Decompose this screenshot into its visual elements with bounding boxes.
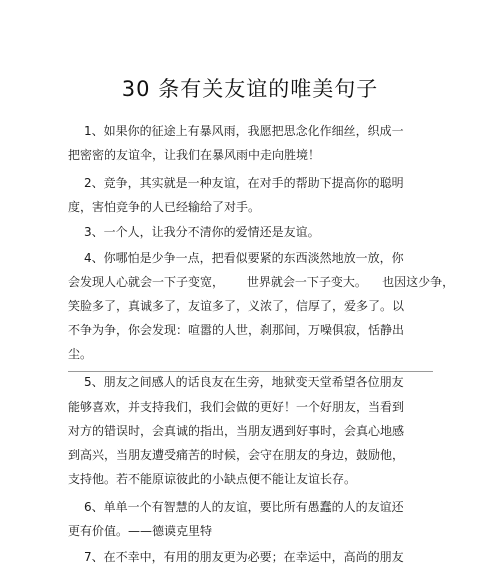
document-title: 30 条有关友谊的唯美句子 xyxy=(121,77,379,101)
paragraph-4-line-5: 尘。 xyxy=(68,347,93,361)
paragraph-5-line-1: 5、朋友之间感人的话良友在生旁，地狱变天堂希望各位朋友 xyxy=(84,375,404,389)
section-divider xyxy=(68,371,433,372)
paragraph-5-line-2: 能够喜欢，并支持我们，我们会做的更好！一个好朋友，当看到 xyxy=(68,400,405,414)
paragraph-4-line-2: 会发现人心就会一下子变宽， 世界就会一下子变大。 也因这少争， xyxy=(68,275,455,289)
paragraph-5-line-3: 对方的错误时，会真诚的指出，当朋友遇到好事时，会真心地感 xyxy=(68,424,405,438)
paragraph-4-line-4: 不争为争，你会发现：喧嚣的人世，刹那间，万噪俱寂，恬静出 xyxy=(68,323,405,337)
paragraph-6-line-2: 更有价值。——德谟克里特 xyxy=(68,524,213,538)
paragraph-1-line-1: 1、如果你的征途上有暴风雨，我愿把思念化作细丝，织成一 xyxy=(84,124,404,138)
paragraph-2-line-2: 度，害怕竞争的人已经输给了对手。 xyxy=(68,200,261,214)
paragraph-2-line-1: 2、竞争，其实就是一种友谊，在对手的帮助下提高你的聪明 xyxy=(84,176,404,190)
paragraph-4-line-3: 笑脸多了，真诚多了，友谊多了，义浓了，信厚了，爱多了。以 xyxy=(68,299,405,313)
paragraph-5-line-5: 支持他。若不能原谅彼此的小缺点便不能让友谊长存。 xyxy=(68,472,357,486)
paragraph-5-line-4: 到高兴，当朋友遭受痛苦的时候，会守在朋友的身边，鼓励他， xyxy=(68,448,405,462)
paragraph-1-line-2: 把密密的友谊伞，让我们在暴风雨中走向胜境！ xyxy=(68,148,321,162)
paragraph-6-line-1: 6、单单一个有智慧的人的友谊，要比所有愚蠢的人的友谊还 xyxy=(84,500,404,514)
paragraph-3-line-1: 3、一个人，让我分不清你的爱情还是友谊。 xyxy=(84,225,320,239)
paragraph-7-line-1: 7、在不幸中，有用的朋友更为必要；在幸运中，高尚的朋友 xyxy=(84,550,404,564)
paragraph-4-line-1: 4、你哪怕是少争一点，把看似要紧的东西淡然地放一放，你 xyxy=(84,251,404,265)
